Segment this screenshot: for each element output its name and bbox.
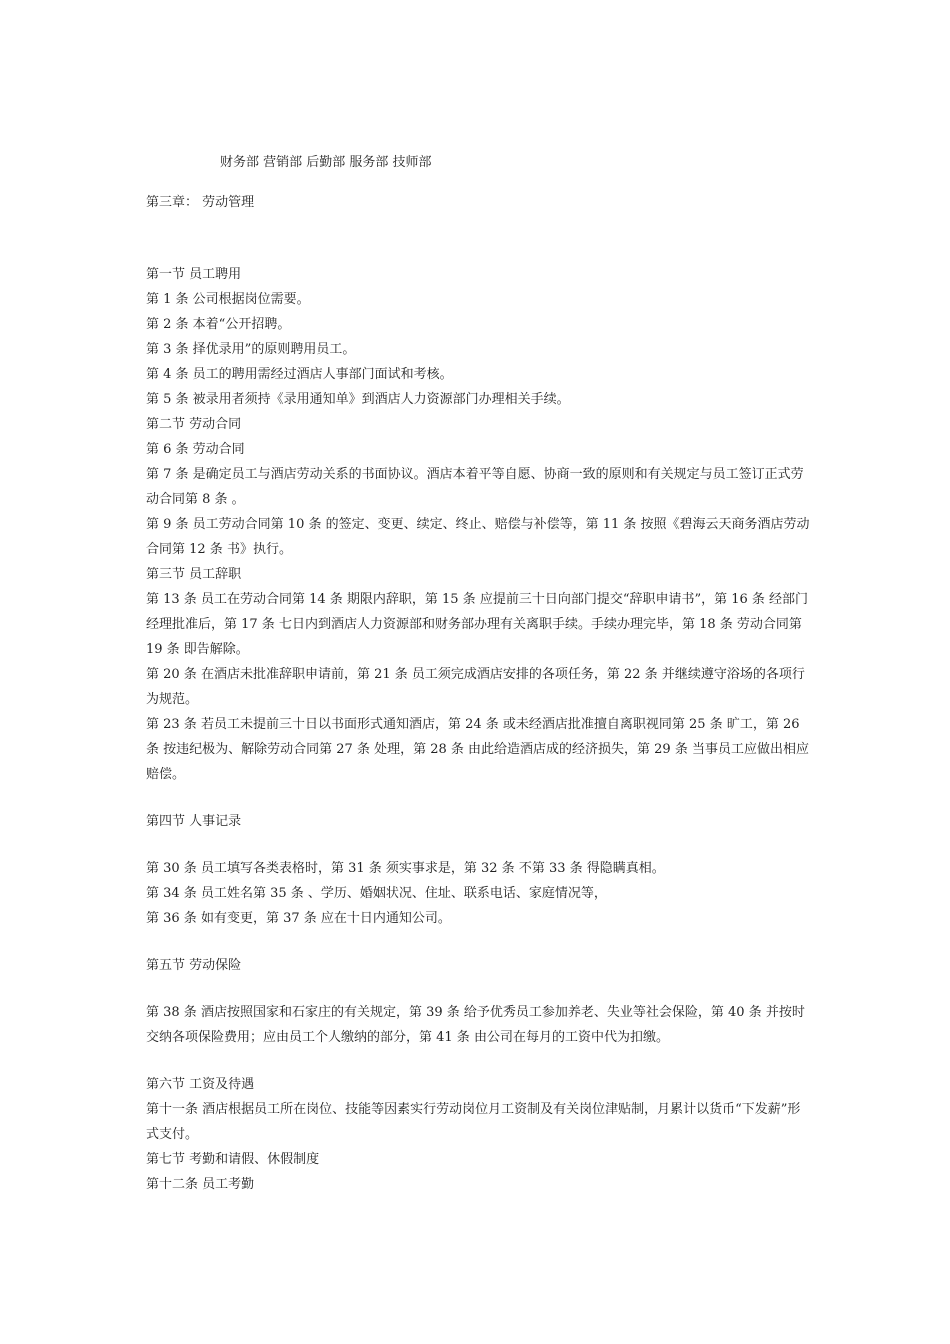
section-title-7: 第七节 考勤和请假、休假制度 — [146, 1152, 320, 1167]
article-twelve: 第十二条 员工考勤 — [146, 1177, 255, 1192]
section-title-1: 第一节 员工聘用 — [146, 267, 242, 282]
document-page — [146, 150, 811, 1197]
section-title-3: 第三节 员工辞职 — [146, 567, 242, 582]
section-title-4: 第四节 人事记录 — [146, 814, 242, 829]
spacer — [146, 834, 811, 856]
article-13: 第 13 条 员工在劳动合同第 14 条 期限内辞职，第 15 条 应提前三十日向部门提交“辞职申请书”，第 16 条 经部门经理批准后，第 17 条 七日内到酒店人力资源部和财务部办理有关离职手续。手续办理完毕，第 18 条 劳动合同第 19 条 即告解除。 — [146, 592, 809, 657]
article-30: 第 30 条 员工填写各类表格时，第 31 条 须实事求是，第 32 条 不第 33 条 得隐瞒真相。 — [146, 861, 665, 876]
article-3: 第 3 条 择优录用”的原则聘用员工。 — [146, 342, 356, 357]
article-23: 第 23 条 若员工未提前三十日以书面形式通知酒店，第 24 条 或未经酒店批准擅自离职视同第 25 条 旷工，第 26 条 按违纪极为、解除劳动合同第 27 条 处理，第 28 条 由此给造酒店成的经济损失，第 29 条 当事员工应做出相应赔偿。 — [146, 717, 809, 782]
article-34: 第 34 条 员工姓名第 35 条 、学历、婚姻状况、住址、联系电话、家庭情况等， — [146, 886, 607, 901]
department-list: 财务部 营销部 后勤部 服务部 技师部 — [220, 155, 432, 170]
spacer — [146, 978, 811, 1000]
section-title-6: 第六节 工资及待遇 — [146, 1077, 255, 1092]
article-7: 第 7 条 是确定员工与酒店劳动关系的书面协议。酒店本着平等自愿、协商一致的原则和有关规定与员工签订正式劳动合同第 8 条 。 — [146, 467, 804, 507]
article-9: 第 9 条 员工劳动合同第 10 条 的签定、变更、续定、终止、赔偿与补偿等，第 11 条 按照《碧海云天商务酒店劳动合同第 12 条 书》执行。 — [146, 517, 810, 557]
spacer — [146, 1050, 811, 1072]
article-38: 第 38 条 酒店按照国家和石家庄的有关规定，第 39 条 给予优秀员工参加养老、失业等社会保险，第 40 条 并按时交纳各项保险费用；应由员工个人缴纳的部分，第 41 条 由公司在每月的工资中代为扣缴。 — [146, 1005, 805, 1045]
article-1: 第 1 条 公司根据岗位需要。 — [146, 292, 310, 307]
article-2: 第 2 条 本着“公开招聘。 — [146, 317, 291, 332]
spacer — [146, 931, 811, 953]
article-6: 第 6 条 劳动合同 — [146, 442, 245, 457]
article-36: 第 36 条 如有变更，第 37 条 应在十日内通知公司。 — [146, 911, 451, 926]
article-4: 第 4 条 员工的聘用需经过酒店人事部门面试和考核。 — [146, 367, 453, 382]
section-title-5: 第五节 劳动保险 — [146, 958, 242, 973]
article-eleven: 第十一条 酒店根据员工所在岗位、技能等因素实行劳动岗位月工资制及有关岗位津贴制，月累计以货币“下发薪”形式支付。 — [146, 1102, 801, 1142]
chapter-title: 第三章： 劳动管理 — [146, 195, 255, 210]
article-20: 第 20 条 在酒店未批准辞职申请前，第 21 条 员工须完成酒店安排的各项任务，第 22 条 并继续遵守浴场的各项行为规范。 — [146, 667, 805, 707]
spacer — [146, 787, 811, 809]
section-title-2: 第二节 劳动合同 — [146, 417, 242, 432]
article-5: 第 5 条 被录用者须持《录用通知单》到酒店人力资源部门办理相关手续。 — [146, 392, 570, 407]
spacer — [146, 175, 811, 190]
spacer — [146, 215, 811, 262]
